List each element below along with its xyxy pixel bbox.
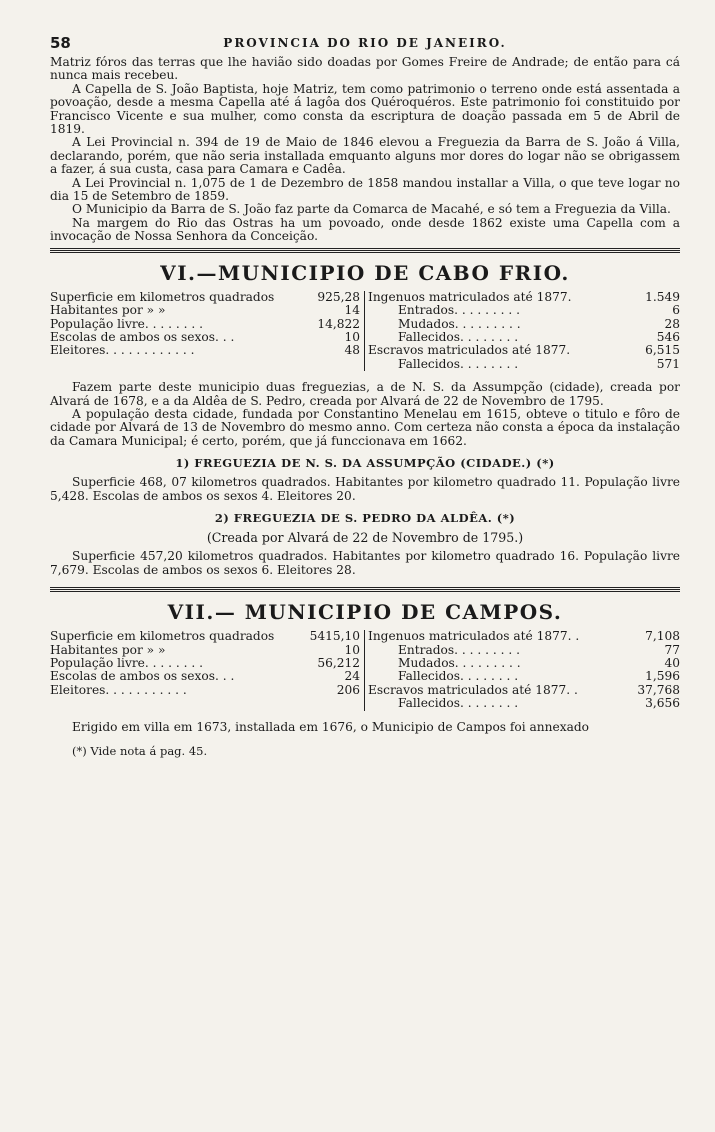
stats-value: 37,768 [637, 682, 680, 697]
stats-value: 28 [664, 316, 680, 331]
footnote: (*) Vide nota á pag. 45. [72, 744, 208, 759]
stats-row [50, 630, 360, 643]
stats-value: 6 [672, 303, 680, 318]
stats-label: Eleitores. . . . . . . . . . . . [50, 344, 195, 358]
stats-label: Fallecidos. . . . . . . . [398, 697, 519, 711]
stats-label: Fallecidos. . . . . . . . [398, 330, 519, 344]
stats-value: 7,108 [645, 629, 680, 644]
paragraph: Erigido em villa em 1673, installada em 1676, o Municipio de Campos foi annexado [72, 719, 589, 734]
paragraph: A população desta cidade, fundada por Constantino Menelau em 1615, obteve o titulo e fôro de cidade por Alvará de 13 de Novembro do mesmo anno. Com certeza não consta a época da instalação da Camara Municipal; é certo, porém, que já funccionava em 1662. [50, 406, 680, 448]
stats-value: 14,822 [317, 316, 360, 331]
stats-value: 1,596 [645, 669, 680, 684]
paragraph: Matriz fóros das terras que lhe havião sido doadas por Gomes Freire de Andrade; de então para cá nunca mais recebeu. [50, 55, 680, 83]
stats-row [50, 318, 360, 331]
paragraph: A Lei Provincial n. 394 de 19 de Maio de 1846 elevou a Freguezia da Barra de S. João á Villa, declarando, porém, que não seria installada emquanto alguns mor dores do logar não se obrigassem a fazer, á sua custa, casa para Camara e Cadêa. [50, 135, 680, 177]
stats-value: 77 [664, 642, 680, 657]
stats-row [368, 697, 680, 710]
stats-row [50, 331, 360, 344]
stats-value: 6,515 [645, 343, 680, 358]
stats-right-column [365, 630, 680, 710]
stats-label: Mudados. . . . . . . . . [398, 657, 521, 670]
paragraph: Superficie 468, 07 kilometros quadrados. Habitantes por kilometro quadrado 11. População livre 5,428. Escolas de ambos os sexos 4. Eleitores 20. [50, 475, 680, 503]
stats-label: População livre. . . . . . . . [50, 657, 203, 670]
stats-row [368, 670, 680, 683]
stats-row [368, 684, 680, 697]
section-divider [50, 589, 680, 594]
stats-value: 10 [344, 642, 360, 657]
stats-value: 925,28 [317, 289, 360, 304]
stats-value: 546 [656, 329, 680, 344]
paragraph: O Municipio da Barra de S. João faz parte da Comarca de Macahé, e só tem a Freguezia da Villa. [72, 202, 671, 217]
stats-label: Fallecidos. . . . . . . . [398, 670, 519, 684]
stats-table-campos [50, 630, 680, 710]
stats-value: 1.549 [645, 289, 680, 304]
stats-label: Escravos matriculados até 1877. . [368, 683, 578, 697]
stats-label: Habitantes por » » [50, 304, 166, 318]
stats-label: Superficie em kilometros quadrados [50, 630, 275, 644]
stats-label: Mudados. . . . . . . . . [398, 317, 521, 331]
paragraph: A Capella de S. João Baptista, hoje Matriz, tem como patrimonio o terreno onde está assentada a povoação, desde a mesma Capella até á lagôa dos Quéroquéros. Este patrimonio foi constituido por Francisco Vicente e sua mulher, como consta da escriptura de doação passada em 5 de Abril de 1819. [50, 81, 680, 137]
document-page [50, 34, 680, 758]
stats-value: 56,212 [317, 656, 360, 670]
stats-label: Entrados. . . . . . . . . [398, 643, 520, 657]
stats-value: 5415,10 [309, 629, 360, 644]
stats-value: 571 [656, 356, 680, 371]
stats-label: Escolas de ambos os sexos. . . [50, 330, 235, 344]
stats-row [50, 684, 360, 697]
stats-row [50, 344, 360, 357]
stats-left-column [50, 291, 365, 371]
stats-label: Habitantes por » » [50, 643, 166, 657]
stats-row [368, 657, 680, 670]
stats-row [50, 644, 360, 657]
stats-label: Ingenuos matriculados até 1877. . [368, 630, 580, 644]
stats-row [50, 670, 360, 683]
stats-label: População livre. . . . . . . . [50, 317, 203, 331]
stats-value: 10 [344, 329, 360, 344]
stats-row [368, 331, 680, 344]
section-divider [50, 587, 680, 588]
stats-value: 40 [664, 656, 680, 670]
stats-row [368, 630, 680, 643]
stats-label: Eleitores. . . . . . . . . . . [50, 683, 187, 697]
stats-left-column [50, 630, 365, 710]
page-number: 58 [50, 34, 71, 52]
stats-right-column [365, 291, 680, 371]
stats-row [368, 291, 680, 304]
stats-label: Superficie em kilometros quadrados [50, 290, 275, 304]
stats-value: 206 [336, 682, 360, 697]
subsection-heading: 1) FREGUEZIA DE N. S. DA ASSUMPÇÃO (CIDADE.) (*) [175, 456, 555, 471]
stats-row [368, 644, 680, 657]
page-header [50, 34, 680, 56]
stats-label: Escolas de ambos os sexos. . . [50, 670, 235, 684]
paragraph: A Lei Provincial n. 1,075 de 1 de Dezembro de 1858 mandou installar a Villa, o que teve logar no dia 15 de Setembro de 1859. [50, 175, 680, 204]
stats-label: Ingenuos matriculados até 1877. [368, 290, 572, 304]
stats-label: Fallecidos. . . . . . . . [398, 357, 519, 371]
stats-value: 14 [344, 303, 360, 318]
paragraph: Superficie 457,20 kilometros quadrados. Habitantes por kilometro quadrado 16. População livre 7,679. Escolas de ambos os sexos 6. Eleitores 28. [50, 549, 680, 577]
running-title: PROVINCIA DO RIO DE JANEIRO. [223, 36, 507, 50]
stats-row [368, 318, 680, 331]
stats-row [50, 657, 360, 670]
stats-label: Entrados. . . . . . . . . [398, 304, 520, 318]
paragraph: Na margem do Rio das Ostras ha um povoado, onde desde 1862 existe uma Capella com a invocação de Nossa Senhora da Conceição. [50, 215, 680, 244]
stats-value: 48 [344, 343, 360, 358]
stats-label: Escravos matriculados até 1877. [368, 344, 571, 358]
stats-row [368, 358, 680, 371]
stats-value: 3,656 [645, 696, 680, 711]
section-divider [50, 248, 680, 249]
stats-row [50, 304, 360, 317]
creation-note: (Creada por Alvará de 22 de Novembro de 1795.) [206, 529, 524, 545]
subsection-heading: 2) FREGUEZIA DE S. PEDRO DA ALDÊA. (*) [214, 510, 516, 525]
stats-row [368, 304, 680, 317]
section-heading-cabo-frio: VI.—MUNICIPIO DE CABO FRIO. [160, 260, 570, 285]
stats-row [50, 291, 360, 304]
section-heading-campos: VII.— MUNICIPIO DE CAMPOS. [167, 600, 563, 625]
intro-section [50, 56, 680, 244]
section-divider [50, 250, 680, 255]
stats-table-cabo-frio [50, 291, 680, 371]
paragraph: Fazem parte deste municipio duas freguezias, a de N. S. da Assumpção (cidade), creada por Alvará de 1678, e a da Aldêa de S. Pedro, creada por Alvará de 22 de Novembro de 1795. [50, 380, 680, 408]
stats-value: 24 [344, 669, 360, 684]
stats-row [368, 344, 680, 357]
